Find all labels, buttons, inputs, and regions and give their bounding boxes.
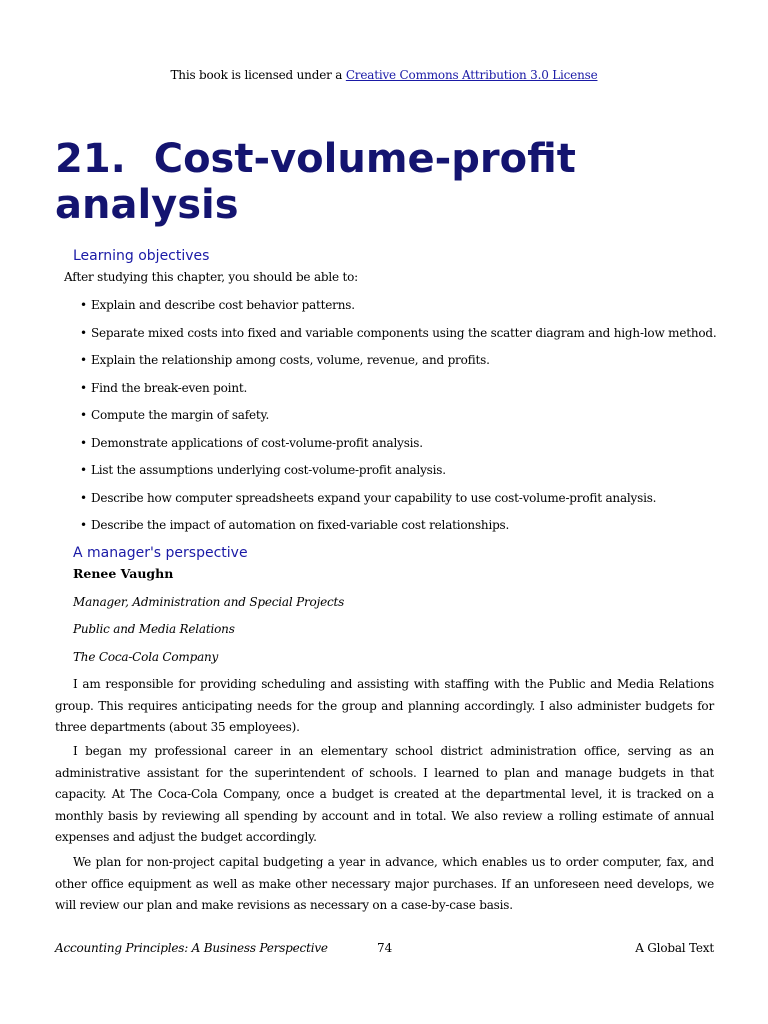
bullet-icon: •	[80, 463, 87, 477]
chapter-title	[55, 136, 715, 228]
body-paragraph: I began my professional career in an elementary school district administration office, serving as an administrative assistant for the superintendent of schools. I learned to plan and manage budgets in that capacity. At The Coca-Cola Company, once a budget is created at the departmental level, it is tracked on a monthly basis by reviewing all spending by account and in total. We also review a rolling estimate of annual expenses and adjust the budget accordingly.	[55, 744, 714, 844]
objective-item	[80, 435, 720, 463]
objective-item	[80, 517, 720, 545]
bullet-icon: •	[80, 408, 87, 422]
objective-text: Separate mixed costs into fixed and variable components using the scatter diagram and high-low method.	[91, 325, 717, 340]
page-footer	[55, 939, 714, 957]
license-prefix: This book is licensed under a	[170, 68, 346, 82]
body-paragraph: We plan for non-project capital budgeting a year in advance, which enables us to order computer, fax, and other office equipment as well as make other necessary major purchases. If an unforeseen need develops, we will review our plan and make revisions as necessary on a case-by-case basis.	[55, 855, 714, 912]
bullet-icon: •	[80, 490, 87, 505]
objective-text: Find the break-even point.	[91, 380, 248, 395]
objective-item	[80, 407, 720, 435]
person-title: Manager, Administration and Special Projects	[73, 595, 345, 609]
chapter-number: 21.	[55, 136, 126, 182]
learning-objectives-list	[80, 297, 720, 545]
objective-item	[80, 297, 720, 325]
learning-objectives-intro: After studying this chapter, you should be able to:	[64, 270, 359, 284]
learning-objectives-heading: Learning objectives	[73, 248, 210, 264]
bullet-icon: •	[80, 380, 87, 395]
person-company: The Coca-Cola Company	[73, 650, 219, 664]
person-department: Public and Media Relations	[73, 622, 235, 636]
objective-item	[80, 325, 720, 353]
bullet-icon: •	[80, 435, 87, 450]
footer-publisher: A Global Text	[635, 941, 714, 955]
footer-book-title: Accounting Principles: A Business Perspective	[55, 941, 328, 955]
body-paragraph: I am responsible for providing scheduling and assisting with staffing with the Public and Media Relations group. This requires anticipating needs for the group and planning accordingly. I also administer budgets for three departments (about 35 employees).	[55, 677, 714, 734]
bullet-icon: •	[80, 353, 87, 367]
objective-text: Explain and describe cost behavior patterns.	[91, 298, 355, 312]
objective-item	[80, 462, 720, 490]
bullet-icon: •	[80, 325, 87, 340]
license-notice	[0, 67, 768, 83]
person-name: Renee Vaughn	[73, 566, 174, 581]
objective-text: Explain the relationship among costs, volume, revenue, and profits.	[91, 353, 490, 367]
objective-item	[80, 490, 720, 518]
page-number: 74	[377, 941, 393, 955]
objective-text: Describe how computer spreadsheets expand your capability to use cost-volume-profit analysis.	[91, 490, 657, 505]
bullet-icon: •	[80, 298, 87, 312]
objective-text: List the assumptions underlying cost-volume-profit analysis.	[91, 463, 446, 477]
objective-item	[80, 380, 720, 408]
objective-item	[80, 352, 720, 380]
chapter-title-text: Cost-volume-profit analysis	[55, 136, 576, 228]
bullet-icon: •	[80, 518, 87, 532]
objective-text: Compute the margin of safety.	[91, 408, 270, 422]
objective-text: Describe the impact of automation on fixed-variable cost relationships.	[91, 518, 510, 532]
objective-text: Demonstrate applications of cost-volume-profit analysis.	[91, 435, 423, 450]
license-link[interactable]: Creative Commons Attribution 3.0 License	[345, 68, 598, 82]
managers-perspective-heading: A manager's perspective	[73, 545, 248, 561]
